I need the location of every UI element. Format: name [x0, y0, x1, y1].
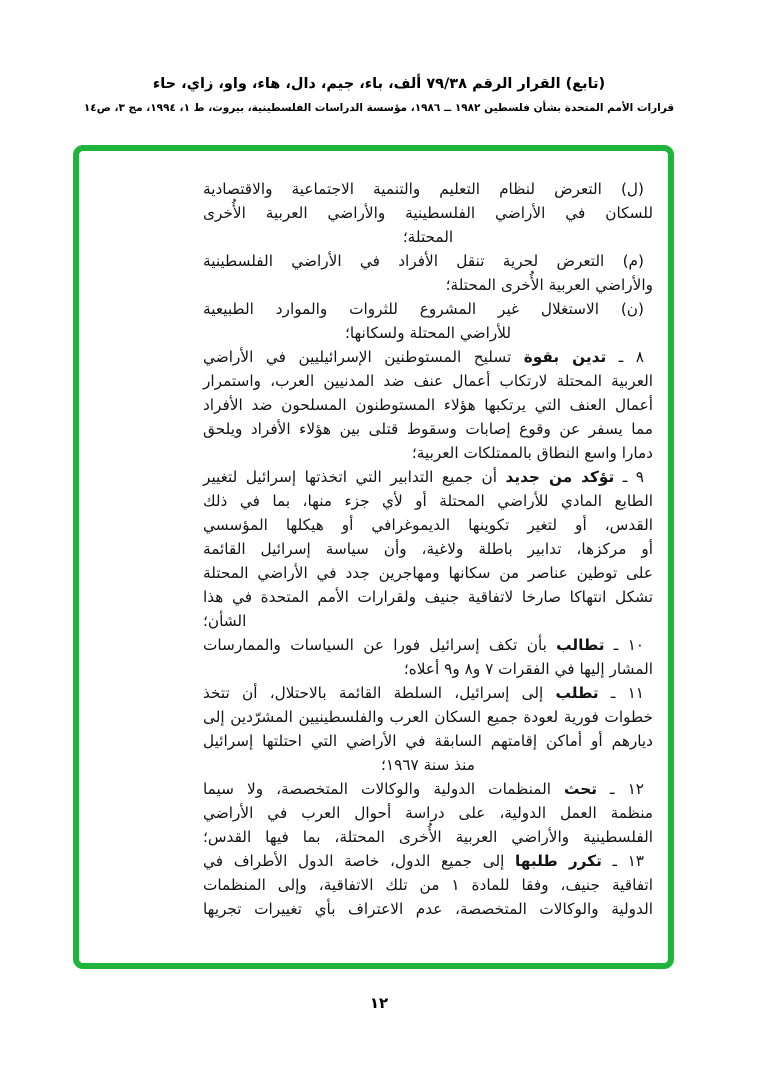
page-number: ١٢ [369, 994, 389, 1012]
text-line: ٩ ـ تؤكد من جديد أن جميع التدابير التي اتخذتها إسرائيل لتغيير [203, 468, 644, 486]
text-line: منذ سنة ١٩٦٧؛ [381, 756, 475, 774]
text-line: للأراضي المحتلة ولسكانها؛ [344, 324, 512, 342]
text-line: ١٠ ـ تطالب بأن تكف إسرائيل فورا عن السياسات والممارسات [203, 636, 644, 654]
text-line: (ل) التعرض لنظام التعليم والتنمية الاجتماعية والاقتصادية [203, 180, 644, 198]
paragraph [203, 849, 653, 921]
paragraph [203, 777, 653, 849]
text-line: (م) التعرض لحرية تنقل الأفراد في الأراضي الفلسطينية [203, 252, 644, 270]
text-line: العربية المحتلة لارتكاب أعمال عنف ضد المدنيين العرب، واستمرار [203, 372, 653, 390]
text-line: للسكان في الأراضي الفلسطينية والأراضي العربية الأُخرى [203, 204, 653, 222]
text-line: ديارهم أو أماكن إقامتهم السابقة في الأراضي التي احتلتها إسرائيل [203, 732, 653, 750]
operative-word: تدين بقوة [523, 348, 607, 366]
text-line: ١٣ ـ تكرر طلبها إلى جميع الدول، خاصة الدول الأطراف في [203, 852, 644, 870]
operative-word: تطالب [556, 636, 605, 654]
text-line: أعمال العنف التي يرتكبها هؤلاء المستوطنون المسلحون ضد الأفراد [203, 396, 653, 414]
text-line: ٨ ـ تدين بقوة تسليح المستوطنين الإسرائيليين في الأراضي [203, 348, 644, 366]
text-line: ١١ ـ تطلب إلى إسرائيل، السلطة القائمة بالاحتلال، أن تتخذ [203, 684, 644, 702]
operative-word: تؤكد من جديد [505, 468, 615, 486]
paragraph [203, 297, 653, 345]
text-line: على توطين عناصر من سكانها ومهاجرين جدد في الأراضي المحتلة [203, 564, 653, 582]
text-line: خطوات فورية لعودة جميع السكان العرب والفلسطينيين المشرّدين إلى [203, 708, 653, 726]
paragraph [203, 249, 653, 297]
paragraph [203, 633, 653, 681]
text-line: الدولية والوكالات المتخصصة، عدم الاعتراف بأي تغييرات تجريها [203, 900, 653, 918]
paragraph [203, 681, 653, 777]
text-line: المحتلة؛ [402, 228, 454, 246]
text-line: ١٢ ـ تحث المنظمات الدولية والوكالات المتخصصة، ولا سيما [203, 780, 644, 798]
operative-word: تطلب [555, 684, 599, 702]
operative-word: تكرر طلبها [515, 852, 602, 870]
operative-word: تحث [564, 780, 598, 798]
paragraph [203, 345, 653, 465]
document-header-source: قرارات الأمم المتحدة بشأن فلسطين ١٩٨٢ ــ ١٩٨٦، مؤسسة الدراسات الفلسطينية، بيروت، ط ١، ١٩٩٤، مج ٣، ص١٤ [83, 102, 675, 114]
text-line: الشأن؛ [203, 612, 247, 630]
content-frame [73, 145, 674, 969]
text-line: دمارا واسع النطاق بالممتلكات العربية؛ [411, 444, 653, 462]
text-line: أو مركزها، تدابير باطلة ولاغية، وأن سياسة إسرائيل القائمة [203, 540, 653, 558]
text-line: الفلسطينية والأراضي العربية الأُخرى المحتلة، بما فيها القدس؛ [203, 828, 653, 846]
document-header-title: (تابع) القرار الرقم ٧٩/٣٨ ألف، باء، جيم، دال، هاء، واو، زاي، حاء [152, 76, 606, 92]
text-line: المشار إليها في الفقرات ٧ و٨ و٩ أعلاه؛ [403, 660, 653, 678]
text-line: القدس، أو لتغير تكوينها الديموغرافي أو هيكلها المؤسسي [203, 516, 653, 534]
text-line: (ن) الاستغلال غير المشروع للثروات والموارد الطبيعية [203, 300, 644, 318]
text-line: منظمة العمل الدولية، على دراسة أحوال العرب في الأراضي [203, 804, 653, 822]
paragraph [203, 465, 653, 633]
text-line: مما يسفر عن وقوع إصابات وسقوط قتلى بين هؤلاء الأفراد ويلحق [203, 420, 653, 438]
paragraph [203, 177, 653, 249]
text-line: الطابع المادي للأراضي المحتلة أو لأي جزء منها، بما في ذلك [203, 492, 653, 510]
text-line: اتفاقية جنيف، وفقا للمادة ١ من تلك الاتفاقية، وإلى المنظمات [203, 876, 653, 894]
text-line: والأراضي العربية الأُخرى المحتلة؛ [445, 276, 653, 294]
text-line: تشكل انتهاكا صارخا لاتفاقية جنيف ولقرارات الأمم المتحدة في هذا [203, 588, 653, 606]
resolution-text-block [203, 177, 653, 921]
